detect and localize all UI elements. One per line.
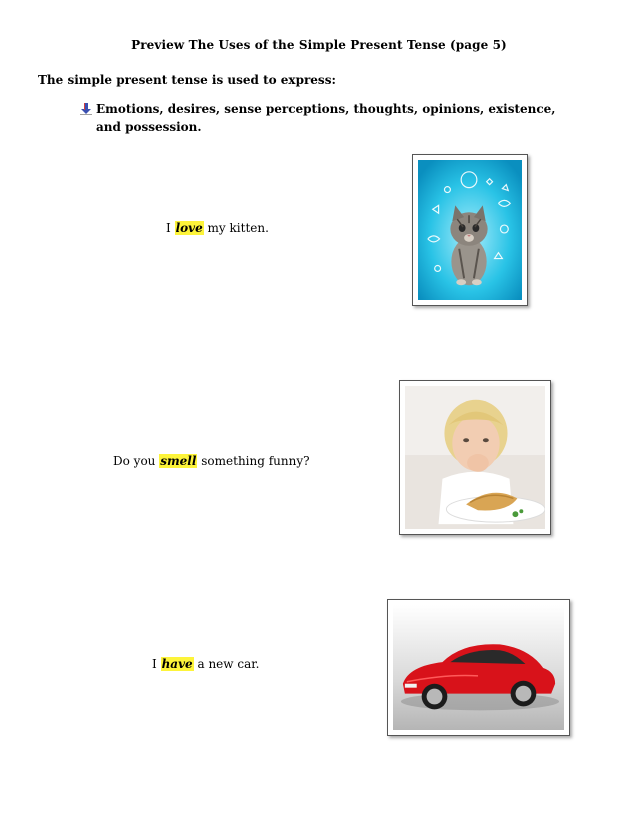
sentence-text: my kitten. (203, 221, 269, 235)
girl-holding-nose-photo (399, 380, 551, 535)
example-sentence-love (166, 221, 269, 235)
highlighted-verb: smell (160, 454, 197, 468)
sentence-text: Do you (113, 454, 160, 468)
bullet-text: Emotions, desires, sense perceptions, thoughts, opinions, existence, and possession. (96, 102, 556, 134)
bullet-item (80, 100, 580, 136)
kitten-photo (412, 154, 528, 306)
page-title: Preview The Uses of the Simple Present Tense (page 5) (131, 38, 507, 52)
example-sentence-smell (113, 454, 310, 468)
sentence-text: something funny? (197, 454, 310, 468)
red-sports-car-photo (387, 599, 570, 736)
sentence-text: I (152, 657, 161, 671)
intro-text: The simple present tense is used to express: (38, 73, 336, 87)
sentence-text: a new car. (193, 657, 260, 671)
highlighted-verb: have (161, 657, 193, 671)
highlighted-verb: love (175, 221, 203, 235)
arrow-down-bullet-icon (80, 102, 92, 114)
example-sentence-have (152, 657, 259, 671)
sentence-text: I (166, 221, 175, 235)
